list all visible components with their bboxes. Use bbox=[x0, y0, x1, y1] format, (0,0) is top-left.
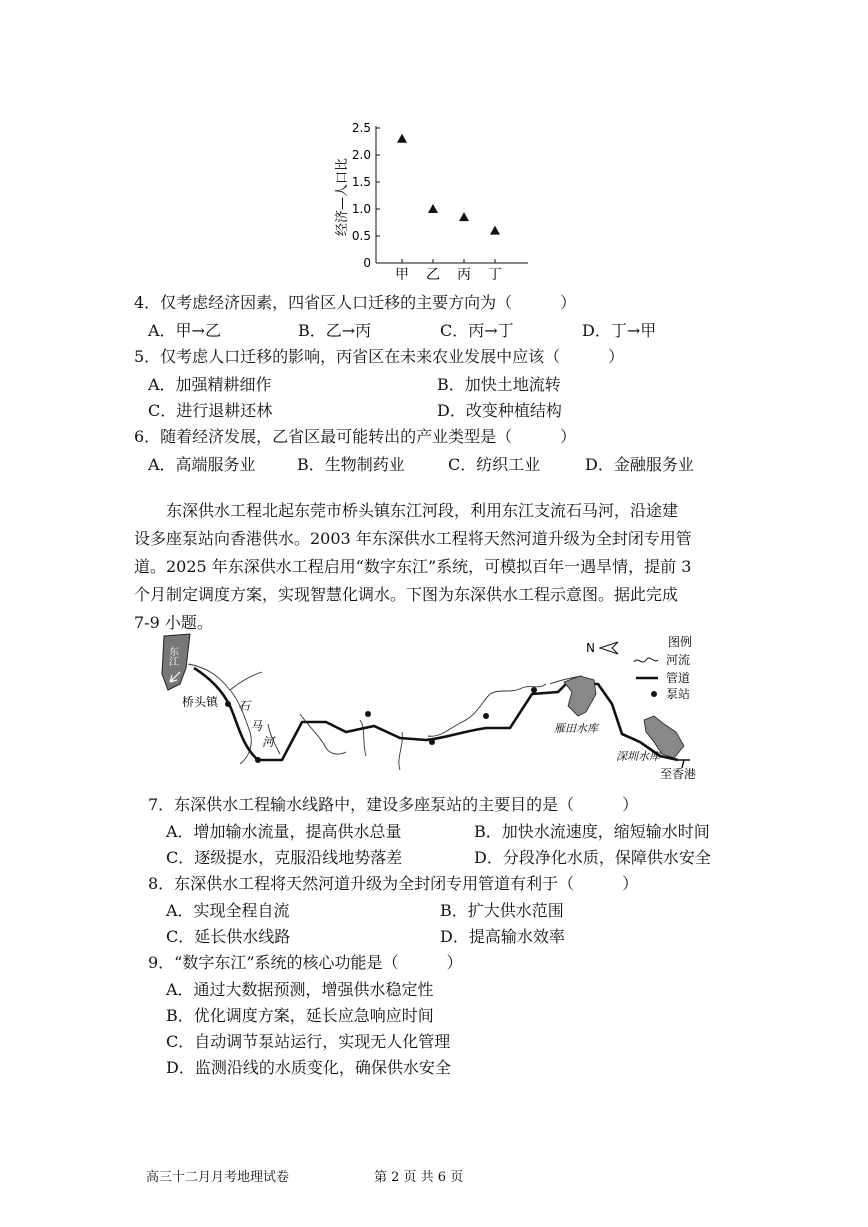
q7-option-b: B．加快水流速度，缩短输水时间 bbox=[474, 822, 710, 841]
pump-station bbox=[365, 711, 371, 717]
x-tick-label: 丁 bbox=[488, 267, 502, 283]
q9-stem: 9．“数字东江”系统的核心功能是（ ） bbox=[148, 953, 463, 972]
passage-line-3: 道。2025 年东深供水工程启用“数字东江”系统，可模拟百年一遇旱情，提前 3 bbox=[134, 557, 692, 576]
q8-option-a: A．实现全程自流 bbox=[166, 901, 290, 920]
pump-station bbox=[255, 757, 261, 763]
passage-line-1: 东深供水工程北起东莞市桥头镇东江河段，利用东江支流石马河，沿途建 bbox=[166, 501, 679, 520]
q6-stem: 6．随着经济发展，乙省区最可能转出的产业类型是（ ） bbox=[134, 427, 577, 446]
hk-label: 至香港 bbox=[660, 767, 697, 781]
q4-option-a: A．甲→乙 bbox=[148, 321, 221, 340]
q7-stem: 7．东深供水工程输水线路中，建设多座泵站的主要目的是（ ） bbox=[148, 795, 639, 814]
q6-option-d: D．金融服务业 bbox=[585, 455, 694, 474]
q6-option-b: B．生物制药业 bbox=[297, 455, 405, 474]
economy-population-chart bbox=[330, 112, 535, 284]
q9-option-d: D．监测沿线的水质变化，确保供水安全 bbox=[166, 1058, 451, 1077]
y-tick-label: 1.0 bbox=[351, 202, 371, 216]
shimahe-label-2: 马 bbox=[250, 719, 263, 733]
legend-pump-label: 泵站 bbox=[666, 687, 691, 701]
shimahe-label-3: 河 bbox=[262, 735, 275, 749]
legend-title: 图例 bbox=[668, 635, 693, 649]
y-tick-label: 0.5 bbox=[351, 229, 371, 243]
passage bbox=[134, 497, 738, 637]
pump-station bbox=[483, 713, 489, 719]
data-point-triangle bbox=[490, 226, 500, 235]
legend-pump-icon bbox=[651, 691, 657, 697]
pump-stations bbox=[225, 687, 537, 763]
passage-line-5: 7-9 小题。 bbox=[134, 613, 213, 632]
q4-option-d: D．丁→甲 bbox=[582, 321, 657, 340]
q4-stem: 4．仅考虑经济因素，四省区人口迁移的主要方向为（ ） bbox=[134, 293, 577, 312]
q8-option-d: D．提高输水效率 bbox=[440, 927, 565, 946]
q6-option-a: A．高端服务业 bbox=[148, 455, 256, 474]
q5-option-d: D．改变种植结构 bbox=[437, 401, 562, 420]
footer-page-number: 第 2 页 共 6 页 bbox=[374, 1170, 464, 1185]
passage-line-2: 设多座泵站向香港供水。2003 年东深供水工程将天然河道升级为全封闭专用管 bbox=[134, 529, 692, 548]
q7-option-d: D．分段净化水质，保障供水安全 bbox=[474, 848, 711, 867]
q4-option-b: B．乙→丙 bbox=[298, 321, 372, 340]
data-point-triangle bbox=[428, 204, 438, 213]
shenzhen-label: 深圳水库 bbox=[616, 750, 660, 763]
q9-option-c: C．自动调节泵站运行，实现无人化管理 bbox=[166, 1032, 451, 1051]
q7-option-a: A．增加输水流量，提高供水总量 bbox=[166, 822, 402, 841]
q5-option-c: C．进行退耕还林 bbox=[148, 401, 273, 420]
y-tick-label: 1.5 bbox=[351, 175, 371, 189]
north-label: N bbox=[586, 641, 595, 655]
q8-option-b: B．扩大供水范围 bbox=[440, 901, 564, 920]
shimahe-label-1: 石 bbox=[238, 699, 251, 713]
x-tick-label: 甲 bbox=[395, 267, 409, 283]
y-tick-label: 0 bbox=[363, 256, 371, 270]
data-point-triangle bbox=[397, 134, 407, 143]
x-tick-label: 丙 bbox=[457, 267, 471, 283]
q6-option-c: C．纺织工业 bbox=[448, 455, 541, 474]
passage-line-4: 个月制定调度方案，实现智慧化调水。下图为东深供水工程示意图。据此完成 bbox=[134, 585, 679, 604]
q7-option-c: C．逐级提水，克服沿线地势落差 bbox=[166, 848, 403, 867]
legend-river-icon bbox=[634, 658, 658, 662]
y-tick-label: 2.0 bbox=[351, 148, 371, 162]
q9-option-b: B．优化调度方案，延长应急响应时间 bbox=[166, 1006, 434, 1025]
q5-option-b: B．加快土地流转 bbox=[437, 375, 561, 394]
q8-option-c: C．延长供水线路 bbox=[166, 927, 291, 946]
pump-station bbox=[429, 739, 435, 745]
dongjiang-label: 东江 bbox=[166, 646, 178, 666]
qiaotou-label: 桥头镇 bbox=[182, 695, 219, 709]
q5-option-a: A．加强精耕细作 bbox=[148, 375, 272, 394]
rivers bbox=[188, 664, 582, 770]
q9-option-a: A．通过大数据预测，增强供水稳定性 bbox=[166, 980, 434, 999]
footer-exam-title: 高三十二月月考地理试卷 bbox=[146, 1170, 290, 1185]
water-project-map bbox=[150, 628, 730, 784]
legend-river-label: 河流 bbox=[666, 653, 691, 667]
y-tick-label: 2.5 bbox=[351, 121, 371, 135]
yantian-label: 雁田水库 bbox=[554, 722, 598, 735]
north-arrow-icon bbox=[600, 642, 618, 654]
x-tick-label: 乙 bbox=[426, 267, 440, 283]
data-point-triangle bbox=[459, 212, 469, 221]
legend-pipe-label: 管道 bbox=[666, 671, 691, 685]
yantian-reservoir bbox=[564, 676, 596, 716]
q5-stem: 5．仅考虑人口迁移的影响，丙省区在未来农业发展中应该（ ） bbox=[134, 347, 625, 366]
pump-station bbox=[531, 687, 537, 693]
q4-option-c: C．丙→丁 bbox=[440, 321, 514, 340]
q8-stem: 8．东深供水工程将天然河道升级为全封闭专用管道有利于（ ） bbox=[148, 874, 639, 893]
pump-station bbox=[225, 701, 231, 707]
y-axis-label: 经济—人口比 bbox=[335, 157, 350, 237]
